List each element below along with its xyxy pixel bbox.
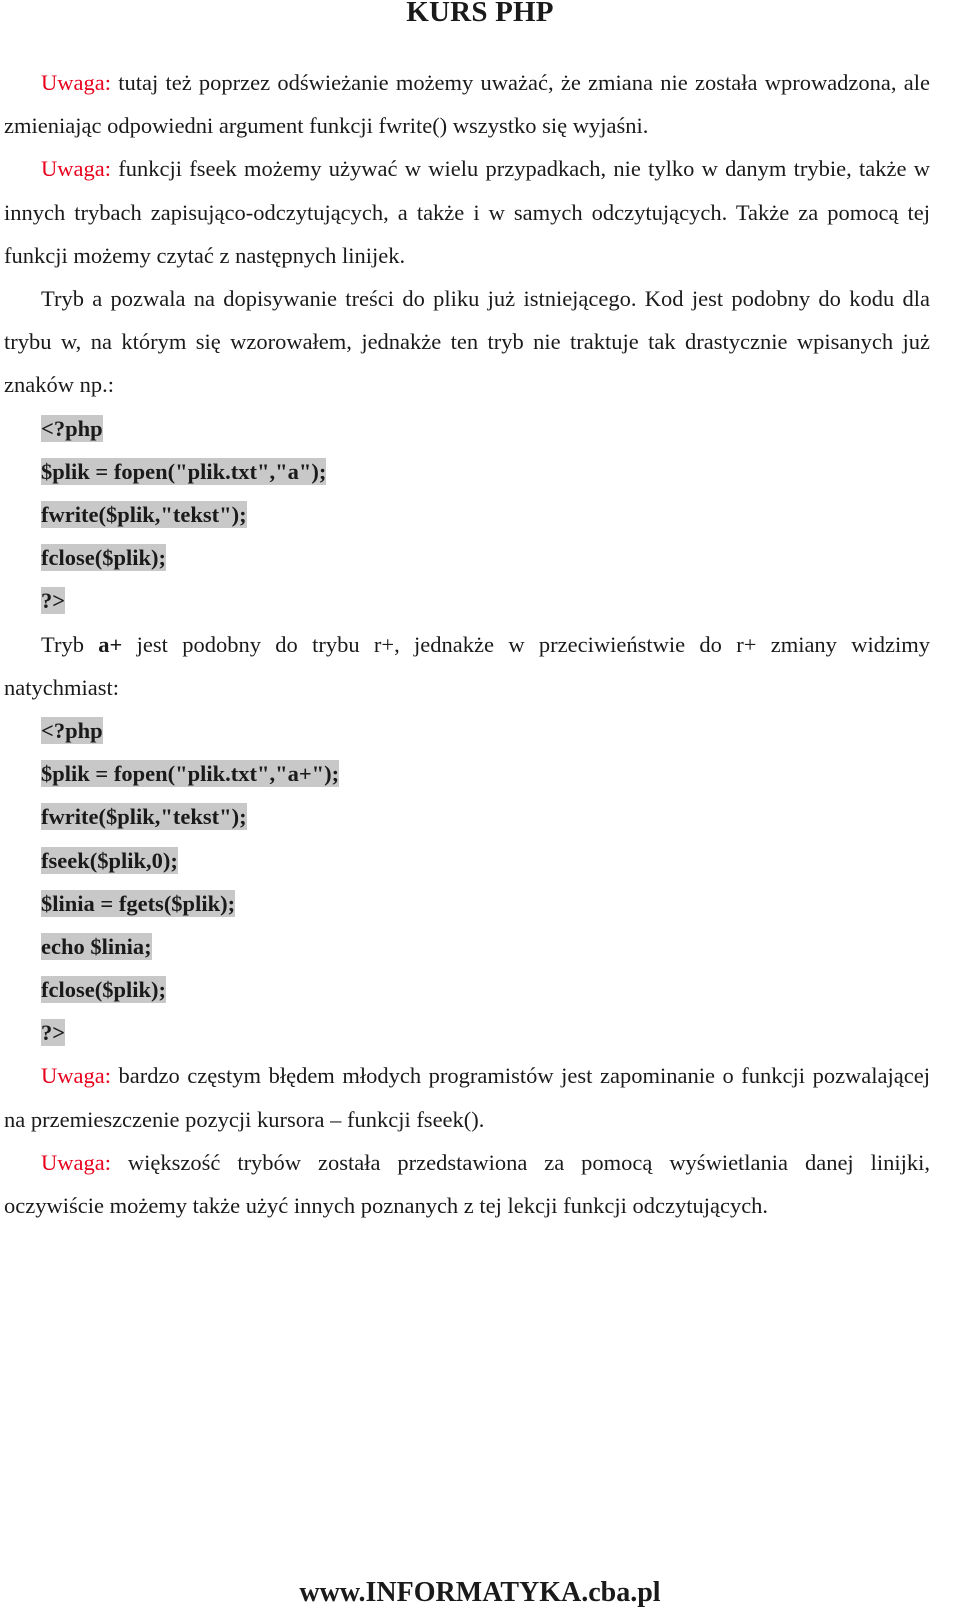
paragraph-text: funkcji fseek możemy używać w wielu przypadkach, nie tylko w danym trybie, także w innych trybach zapisująco-odczytujących, a także i w samych odczytujących. Także za pomocą tej funkcji możemy czytać z następnych linijek. <box>4 156 930 268</box>
code-line: $plik = fopen("plik.txt","a"); <box>41 458 327 484</box>
note-label: Uwaga: <box>41 1063 111 1089</box>
code-line: $plik = fopen("plik.txt","a+"); <box>41 761 340 787</box>
code-line: <?php <box>41 415 103 441</box>
page-title: KURS PHP <box>406 0 554 28</box>
code-block-mode-a <box>4 407 930 623</box>
paragraph-note-common-error <box>4 1054 930 1140</box>
document-body <box>4 61 930 1227</box>
note-label: Uwaga: <box>41 70 111 95</box>
paragraph-note-refresh <box>4 61 930 147</box>
paragraph-note-fseek <box>4 147 930 277</box>
code-line: fclose($plik); <box>41 545 166 571</box>
code-line: fclose($plik); <box>41 977 166 1003</box>
paragraph-mode-a-plus: Tryb a+ jest podobny do trybu r+, jednakże w przeciwieństwie do r+ zmiany widzimy natychmiast: <box>4 631 930 700</box>
code-line: $linia = fgets($plik); <box>41 890 236 916</box>
paragraph-mode-a <box>4 277 930 407</box>
code-line: echo $linia; <box>41 933 152 959</box>
note-label: Uwaga: <box>41 1149 111 1175</box>
code-line: fwrite($plik,"tekst"); <box>41 804 247 830</box>
paragraph-note-modes <box>4 1141 930 1227</box>
paragraph-text: tutaj też poprzez odświeżanie możemy uważać, że zmiana nie została wprowadzona, ale zmieniając odpowiedni argument funkcji fwrite() wszystko się wyjaśni. <box>4 70 930 139</box>
code-line: ?> <box>41 1020 66 1046</box>
code-block-mode-a-plus <box>4 709 930 1055</box>
paragraph-text: bardzo częstym błędem młodych programistów jest zapominanie o funkcji pozwalającej na przemieszczenie pozycji kursora – funkcji fseek(). <box>4 1063 930 1132</box>
footer-url: www.INFORMATYKA.cba.pl <box>299 1577 661 1608</box>
code-line: <?php <box>41 717 103 743</box>
code-line: ?> <box>41 588 66 614</box>
note-label: Uwaga: <box>41 156 111 182</box>
code-line: fseek($plik,0); <box>41 847 178 873</box>
mode-name: a+ <box>98 631 123 657</box>
paragraph-text: Tryb a pozwala na dopisywanie treści do pliku już istniejącego. Kod jest podobny do kodu dla trybu w, na którym się wzorowałem, jednakże ten tryb nie traktuje tak drastycznie wpisanych już znaków np.: <box>4 286 930 398</box>
paragraph-text: większość trybów została przedstawiona za pomocą wyświetlania danej linijki, oczywiście możemy także użyć innych poznanych z tej lekcji funkcji odczytujących. <box>4 1149 930 1219</box>
code-line: fwrite($plik,"tekst"); <box>41 502 247 527</box>
